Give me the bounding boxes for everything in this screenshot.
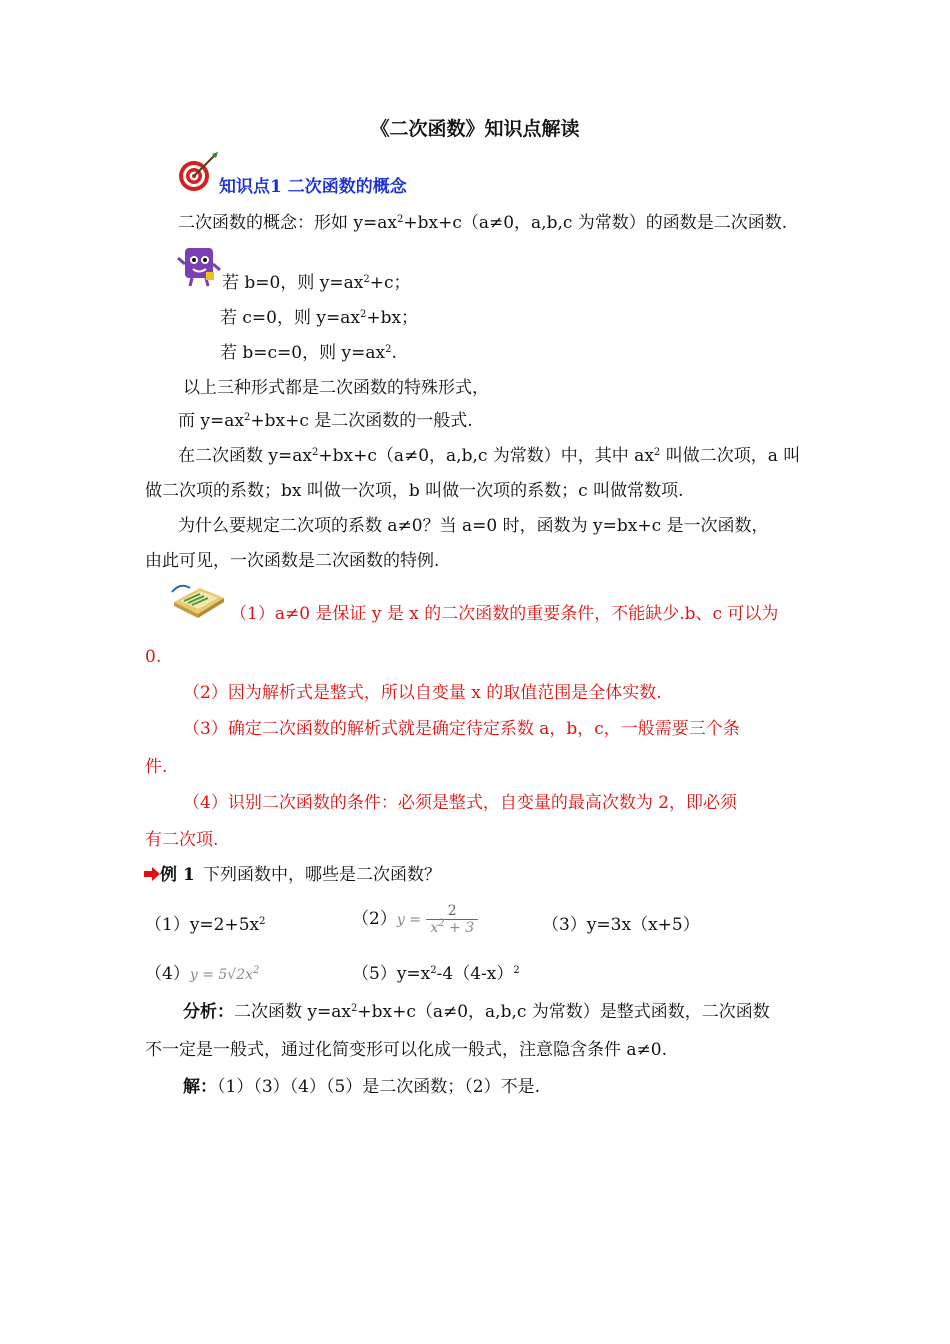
note-2: （2）因为解析式是整式，所以自变量 x 的取值范围是全体实数. bbox=[183, 683, 662, 703]
target-icon bbox=[176, 150, 220, 194]
option-1: $(1)y=2+5x^2$ bbox=[145, 915, 266, 935]
section-heading: 知识点1 二次函数的概念 bbox=[219, 177, 407, 197]
solution: 解：（1）（3）（4）（5）是二次函数；（2）不是. bbox=[183, 1077, 540, 1097]
example-label: 例 1 bbox=[160, 865, 195, 885]
paragraph-terms: 做二次项的系数；bx 叫做一次项，b 叫做一次项的系数；c 叫做常数项. bbox=[145, 481, 684, 501]
concept-text: 二次函数的概念：形如 $y=ax^2+bx+c(a\ne 0$，a,b,c 为常数）的函数是二次函数. bbox=[178, 213, 788, 233]
option-3: （3）y=3x（x+5） bbox=[542, 915, 700, 935]
paragraph-terms: 在二次函数 $y=ax^2+bx+c(a\ne 0$，a,b,c 为常数）中，其中 $ax^2$ 叫做二次项，a 叫 bbox=[178, 446, 801, 466]
note-1: 0. bbox=[145, 647, 162, 667]
option-5: $(5)y=x^2-4(4-x)^2$ bbox=[352, 964, 520, 984]
book-icon bbox=[170, 580, 228, 620]
analysis: 分析：二次函数 $y=ax^2+bx+c(a\ne 0$，a,b,c 为常数）是整式函数，二次函数 bbox=[183, 1002, 770, 1022]
note-1: （1）a≠0 是保证 y 是 x 的二次函数的重要条件，不能缺少.b、c 可以为 bbox=[230, 604, 779, 624]
mascot-icon bbox=[176, 244, 222, 288]
case-bc-zero: 若 b=c=0，则 $y=ax^2$. bbox=[220, 343, 397, 363]
special-forms: 以上三种形式都是二次函数的特殊形式， bbox=[183, 378, 489, 398]
option-4: $(4)y = 5√2x^2$ bbox=[145, 964, 260, 984]
note-3: （3）确定二次函数的解析式就是确定待定系数 a，b，c，一般需要三个条 bbox=[183, 719, 740, 739]
example-question: 下列函数中，哪些是二次函数？ bbox=[203, 865, 441, 885]
page-title: 《二次函数》知识点解读 bbox=[370, 118, 580, 140]
option-2: （2）y = $\frac{2}{x^2 + 3}$ bbox=[352, 903, 478, 936]
note-3: 件. bbox=[145, 757, 168, 777]
arrow-icon bbox=[144, 867, 160, 881]
case-c-zero: 若 c=0，则 $y=ax^2+bx$； bbox=[220, 308, 419, 328]
general-form: 而 $y=ax^2+bx+c$ 是二次函数的一般式. bbox=[178, 411, 473, 431]
paragraph-why: 为什么要规定二次项的系数 a≠0？当 a=0 时，函数为 y=bx+c 是一次函数， bbox=[178, 516, 769, 536]
note-4: （4）识别二次函数的条件：必须是整式，自变量的最高次数为 2，即必须 bbox=[183, 793, 738, 813]
paragraph-why: 由此可见，一次函数是二次函数的特例. bbox=[145, 551, 440, 571]
note-4: 有二次项. bbox=[145, 830, 219, 850]
case-b-zero: 若 b=0，则 $y=ax^2+c$； bbox=[222, 273, 411, 293]
analysis: 不一定是一般式，通过化简变形可以化成一般式，注意隐含条件 a≠0. bbox=[145, 1040, 668, 1060]
